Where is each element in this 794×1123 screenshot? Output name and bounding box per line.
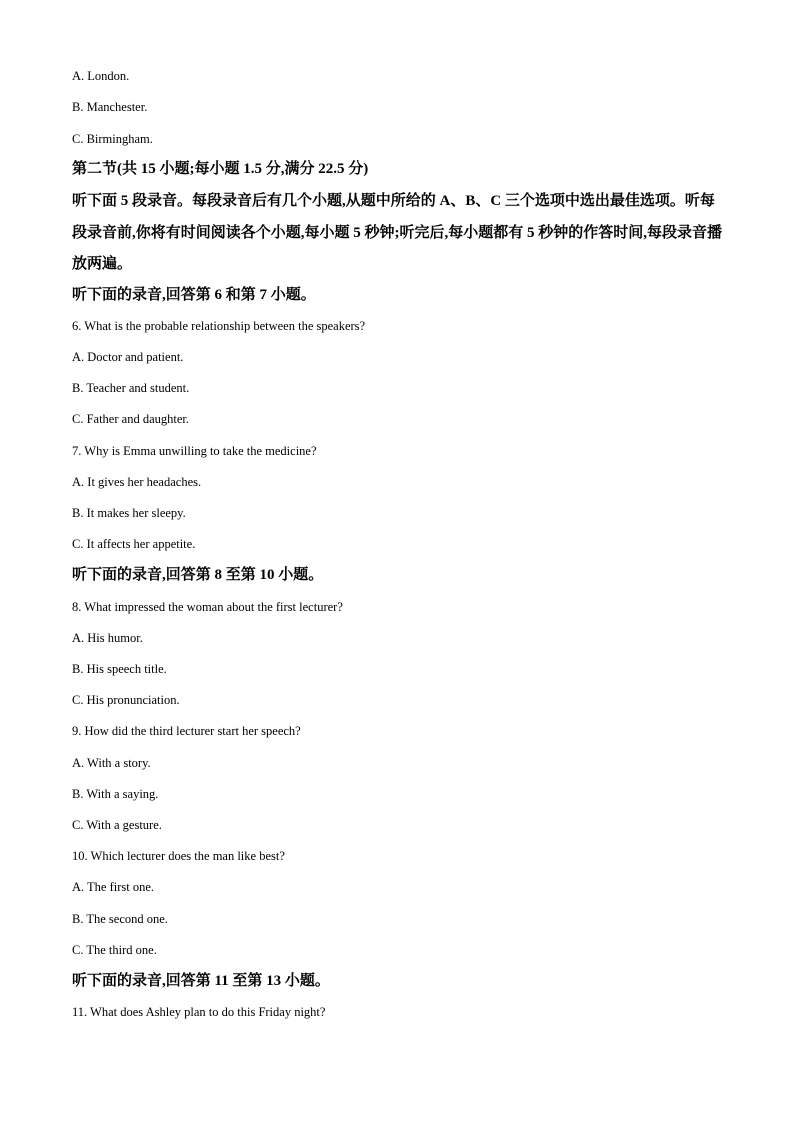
question-9-option-c: C. With a gesture. (72, 818, 162, 832)
question-10-option-c: C. The third one. (72, 943, 157, 957)
question-6: 6. What is the probable relationship between the speakers? (72, 319, 366, 333)
question-6-option-b: B. Teacher and student. (72, 381, 190, 395)
question-7: 7. Why is Emma unwilling to take the medicine? (72, 444, 317, 458)
instructions: 听下面 5 段录音。每段录音后有几个小题,从题中所给的 A、B、C 三个选项中选出最佳选项。听每段录音前,你将有时间阅读各个小题,每小题 5 秒钟;听完后,每小题都有 5 秒钟的作答时间,每段录音播放两遍。 (72, 193, 722, 272)
prev-option-a: A. London. (72, 69, 130, 83)
question-8: 8. What impressed the woman about the first lecturer? (72, 600, 343, 614)
question-6-option-c: C. Father and daughter. (72, 412, 189, 426)
section-heading: 第二节(共 15 小题;每小题 1.5 分,满分 22.5 分) (72, 161, 369, 177)
group-heading-2: 听下面的录音,回答第 8 至第 10 小题。 (72, 567, 324, 583)
question-9-option-a: A. With a story. (72, 756, 151, 770)
question-9: 9. How did the third lecturer start her speech? (72, 724, 301, 738)
question-7-option-b: B. It makes her sleepy. (72, 506, 186, 520)
prev-option-c: C. Birmingham. (72, 132, 153, 146)
question-9-option-b: B. With a saying. (72, 787, 159, 801)
question-7-option-a: A. It gives her headaches. (72, 475, 202, 489)
group-heading-3: 听下面的录音,回答第 11 至第 13 小题。 (72, 973, 330, 989)
question-7-option-c: C. It affects her appetite. (72, 537, 196, 551)
question-8-option-c: C. His pronunciation. (72, 693, 180, 707)
question-10-option-a: A. The first one. (72, 880, 155, 894)
question-8-option-a: A. His humor. (72, 631, 143, 645)
question-10: 10. Which lecturer does the man like best? (72, 849, 285, 863)
group-heading-1: 听下面的录音,回答第 6 和第 7 小题。 (72, 287, 316, 303)
question-10-option-b: B. The second one. (72, 912, 168, 926)
prev-option-b: B. Manchester. (72, 100, 148, 114)
question-11: 11. What does Ashley plan to do this Friday night? (72, 1005, 326, 1019)
question-6-option-a: A. Doctor and patient. (72, 350, 184, 364)
question-8-option-b: B. His speech title. (72, 662, 167, 676)
